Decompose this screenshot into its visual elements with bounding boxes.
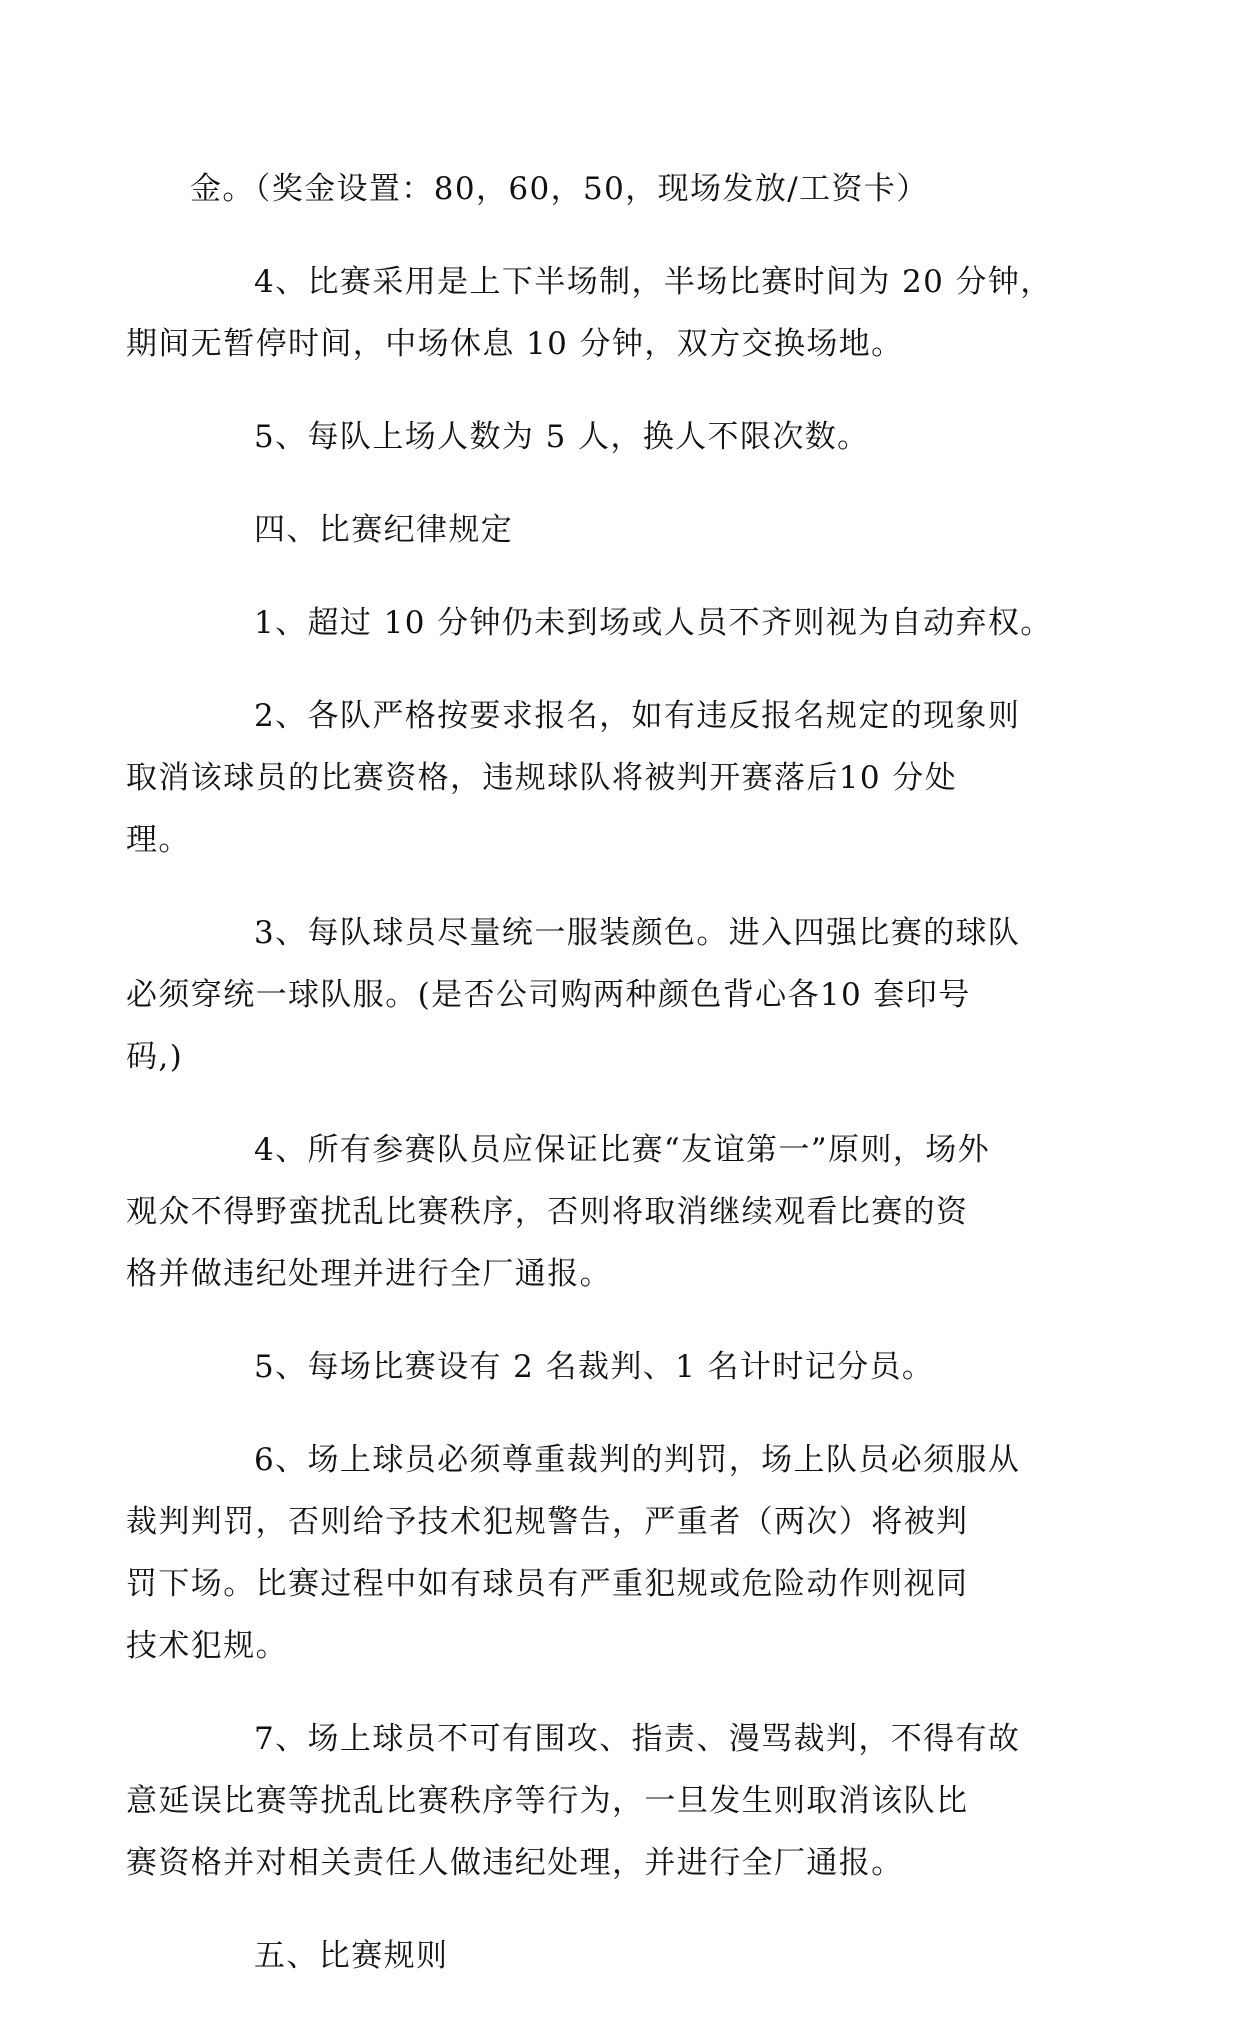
paragraph-discipline-3 — [126, 902, 1050, 1088]
paragraph-rule-5-players — [190, 406, 1050, 468]
text-line: 4、比赛采用是上下半场制，半场比赛时间为 20 分钟， — [254, 264, 1053, 300]
text-line: 格并做违纪处理并进行全厂通报。 — [126, 1256, 612, 1292]
paragraph-discipline-6 — [126, 1429, 1050, 1677]
text-line: 金。（奖金设置：80，60，50，现场发放/工资卡） — [190, 171, 929, 207]
text-line: 3、每队球员尽量统一服装颜色。进入四强比赛的球队 — [254, 915, 1021, 951]
text-line: 观众不得野蛮扰乱比赛秩序，否则将取消继续观看比赛的资 — [126, 1194, 969, 1230]
paragraph-discipline-1 — [190, 592, 1053, 654]
text-line: 赛资格并对相关责任人做违纪处理，并进行全厂通报。 — [126, 1845, 904, 1881]
text-line: 期间无暂停时间，中场休息 10 分钟，双方交换场地。 — [126, 326, 904, 362]
text-line: 6、场上球员必须尊重裁判的判罚，场上队员必须服从 — [254, 1442, 1021, 1478]
text-line: 意延误比赛等扰乱比赛秩序等行为，一旦发生则取消该队比 — [126, 1783, 969, 1819]
text-line: 必须穿统一球队服。(是否公司购两种颜色背心各10 套印号 — [126, 977, 971, 1013]
text-line: 5、每场比赛设有 2 名裁判、1 名计时记分员。 — [254, 1349, 935, 1385]
text-line: 四、比赛纪律规定 — [254, 512, 514, 548]
text-line: 4、所有参赛队员应保证比赛“友谊第一”原则，场外 — [254, 1132, 991, 1168]
paragraph-discipline-4 — [126, 1119, 1050, 1305]
text-line: 罚下场。比赛过程中如有球员有严重犯规或危险动作则视同 — [126, 1566, 969, 1602]
paragraph-discipline-5 — [190, 1336, 1050, 1398]
text-line: 取消该球员的比赛资格，违规球队将被判开赛落后10 分处 — [126, 760, 958, 796]
section-heading-rules — [190, 1925, 1050, 1987]
paragraph-discipline-2 — [126, 685, 1050, 871]
text-line: 技术犯规。 — [126, 1628, 288, 1664]
paragraph-prize-setting — [190, 158, 1050, 220]
text-line: 裁判判罚，否则给予技术犯规警告，严重者（两次）将被判 — [126, 1504, 969, 1540]
text-line: 码,) — [126, 1039, 184, 1075]
section-heading-discipline — [190, 499, 1050, 561]
paragraph-rule-4-halves — [126, 251, 1053, 375]
text-line: 2、各队严格按要求报名，如有违反报名规定的现象则 — [254, 698, 1021, 734]
text-line: 五、比赛规则 — [254, 1938, 449, 1974]
text-line: 1、超过 10 分钟仍未到场或人员不齐则视为自动弃权。 — [254, 605, 1053, 641]
paragraph-discipline-7 — [126, 1708, 1050, 1894]
text-line: 7、场上球员不可有围攻、指责、漫骂裁判，不得有故 — [254, 1721, 1021, 1757]
text-line: 5、每队上场人数为 5 人，换人不限次数。 — [254, 419, 870, 455]
document-body — [126, 158, 1053, 2018]
text-line: 理。 — [126, 822, 191, 858]
